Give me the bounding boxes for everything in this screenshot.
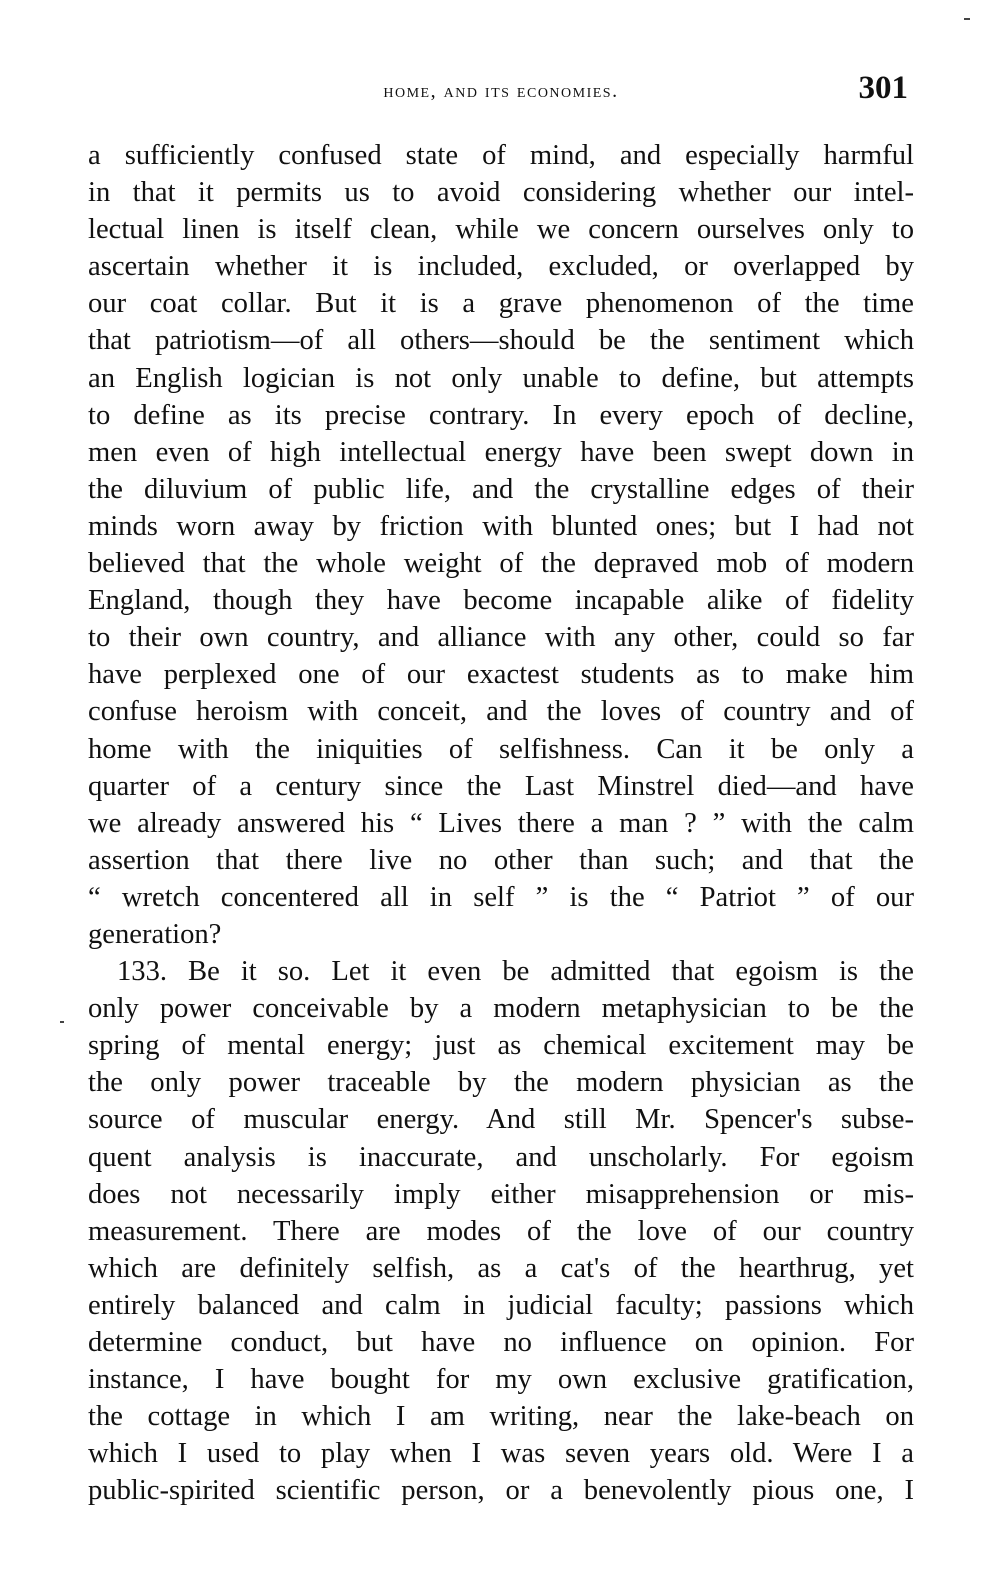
- text-line: the diluvium of public life, and the crystalline edges of their: [88, 473, 914, 505]
- text-line: public-spirited scientific person, or a benevolently pious one, I: [88, 1475, 914, 1507]
- text-line: quarter of a century since the Last Minstrel died—and have: [88, 770, 914, 802]
- page-number: 301: [858, 70, 908, 106]
- print-speck: [964, 18, 970, 20]
- text-line: we already answered his “ Lives there a man ? ” with the calm: [88, 807, 914, 839]
- text-line: lectual linen is itself clean, while we concern ourselves only to: [88, 214, 914, 246]
- text-line: to define as its precise contrary. In every epoch of decline,: [88, 399, 914, 431]
- text-line: only power conceivable by a modern metaphysician to be the: [88, 993, 914, 1025]
- text-line: spring of mental energy; just as chemical excitement may be: [88, 1030, 914, 1062]
- text-line: quent analysis is inaccurate, and unscholarly. For egoism: [88, 1141, 914, 1173]
- text-line: minds worn away by friction with blunted ones; but I had not: [88, 510, 914, 542]
- text-line: determine conduct, but have no influence on opinion. For: [88, 1327, 914, 1358]
- text-line: which are definitely selfish, as a cat's of the hearthrug, yet: [88, 1252, 914, 1284]
- text-line: to their own country, and alliance with any other, could so far: [88, 622, 914, 654]
- text-line: entirely balanced and calm in judicial faculty; passions which: [88, 1289, 914, 1321]
- text-line: which I used to play when I was seven years old. Were I a: [88, 1438, 914, 1470]
- text-line: generation?: [88, 918, 222, 950]
- running-head: [88, 70, 914, 110]
- text-line: assertion that there live no other than such; and that the: [88, 844, 914, 876]
- running-title: home, and its economies.: [383, 80, 619, 102]
- text-line: in that it permits us to avoid considering whether our intel-: [88, 177, 914, 209]
- text-line: home with the iniquities of selfishness. Can it be only a: [88, 733, 914, 765]
- text-line: confuse heroism with conceit, and the loves of country and of: [88, 696, 914, 728]
- text-line: does not necessarily imply either misapprehension or mis-: [88, 1178, 914, 1210]
- body-text: [88, 137, 914, 1509]
- text-line: ascertain whether it is included, excluded, or overlapped by: [88, 251, 914, 283]
- text-line: have perplexed one of our exactest students as to make him: [88, 659, 914, 691]
- text-line: a sufficiently confused state of mind, and especially harmful: [88, 140, 914, 171]
- text-line: “ wretch concentered all in self ” is the “ Patriot ” of our: [88, 881, 914, 913]
- text-line: believed that the whole weight of the depraved mob of modern: [88, 548, 914, 580]
- paragraph: [88, 953, 914, 1509]
- text-line: England, though they have become incapable alike of fidelity: [88, 585, 914, 617]
- text-line: an English logician is not only unable to define, but attempts: [88, 362, 914, 394]
- text-line: the only power traceable by the modern physician as the: [88, 1067, 914, 1099]
- text-line: instance, I have bought for my own exclusive gratification,: [88, 1364, 914, 1396]
- paragraph: [88, 137, 914, 953]
- text-line: source of muscular energy. And still Mr. Spencer's subse-: [88, 1104, 914, 1136]
- text-line: men even of high intellectual energy have been swept down in: [88, 436, 914, 468]
- text-line: measurement. There are modes of the love of our country: [88, 1215, 914, 1247]
- print-speck: [60, 1021, 64, 1023]
- text-line: the cottage in which I am writing, near the lake-beach on: [88, 1401, 914, 1433]
- text-line: 133. Be it so. Let it even be admitted that egoism is the: [117, 956, 914, 988]
- text-line: that patriotism—of all others—should be the sentiment which: [88, 325, 914, 357]
- text-line: our coat collar. But it is a grave phenomenon of the time: [88, 288, 914, 320]
